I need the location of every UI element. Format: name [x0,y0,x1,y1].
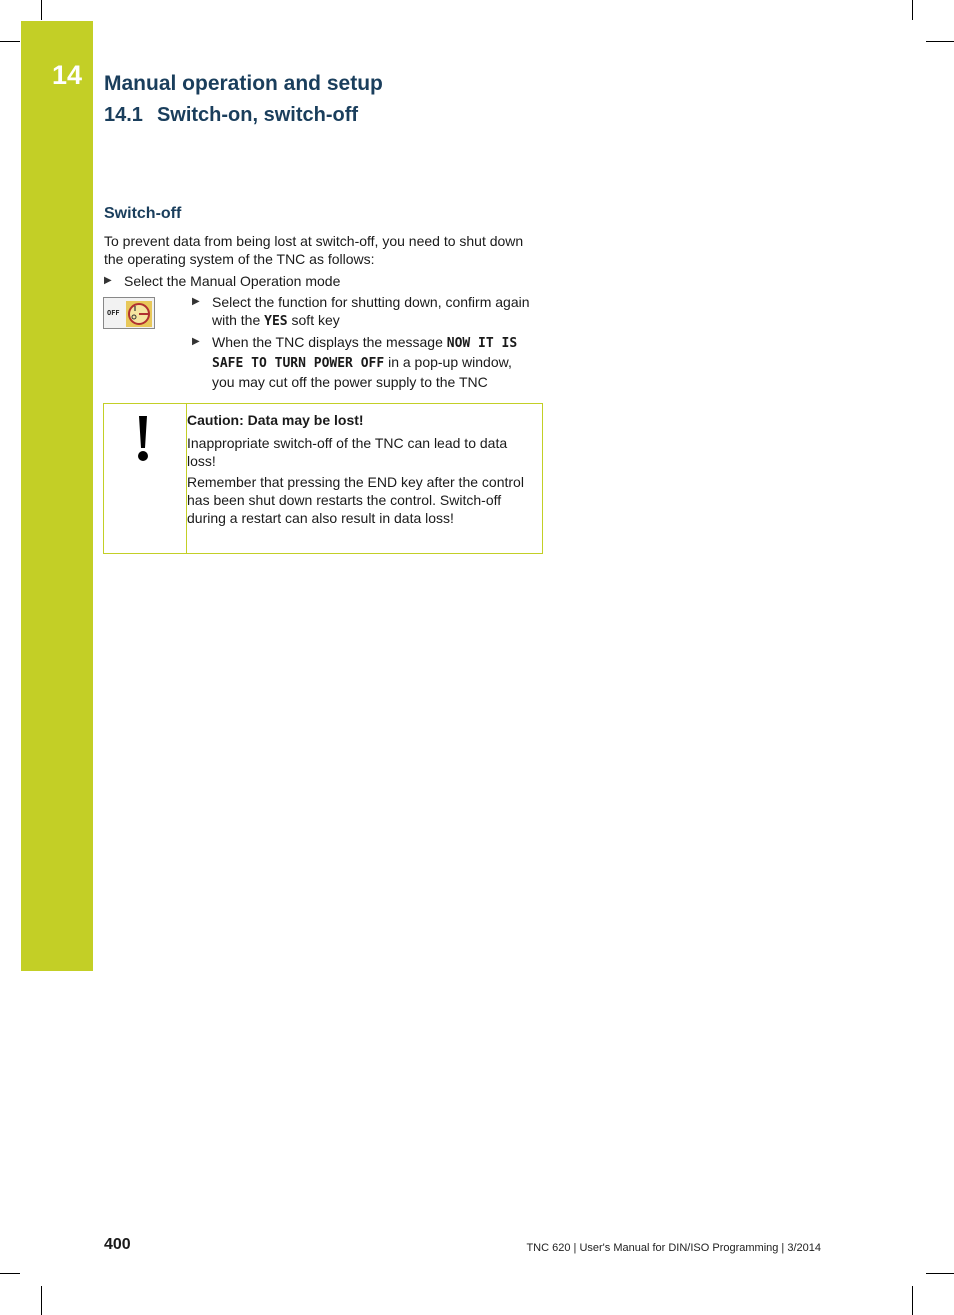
exclamation-icon [134,416,152,462]
crop-mark [41,1286,42,1315]
safe-message: NOW IT IS SAFE TO TURN POWER OFF [212,336,518,371]
subheading: Switch-off [104,205,182,222]
chapter-sidebar [21,21,93,971]
step-text-part: Select the function for shutting down, confirm again with the [212,294,530,328]
section-number: 14.1 [104,104,143,126]
softkey-label: OFF [107,309,120,317]
footer-text: TNC 620 | User's Manual for DIN/ISO Programming | 3/2014 [526,1242,821,1254]
off-softkey [103,297,155,329]
note-paragraph: Inappropriate switch-off of the TNC can lead to data loss! [187,435,508,469]
step-text [192,333,537,391]
crop-mark [0,1273,20,1274]
crop-mark [0,41,20,42]
bullet-arrow-icon: ▶ [192,296,200,307]
caution-note [103,403,543,554]
crop-mark [912,0,913,20]
power-off-icon [126,301,152,327]
step-cut-power [192,333,537,391]
crop-mark [926,1273,954,1274]
bullet-arrow-icon: ▶ [192,336,200,347]
bullet-arrow-icon: ▶ [104,275,112,286]
step-text: Select the Manual Operation mode [124,273,341,289]
chapter-title: Manual operation and setup [104,72,383,95]
crop-mark [926,41,954,42]
step-select-mode [104,272,534,290]
step-text [192,293,532,331]
chapter-number: 14 [52,60,83,90]
intro-paragraph: To prevent data from being lost at switch-off, you need to shut down the operating system of the TNC as follows: [104,233,524,267]
crop-mark [912,1286,913,1315]
yes-softkey-name: YES [264,314,288,329]
section-title [104,104,358,127]
crop-mark [41,0,42,20]
note-title: Caution: Data may be lost! [187,412,364,428]
note-paragraph: Remember that pressing the END key after the control has been shut down restarts the control. Switch-off during a restart can also result in data loss! [187,474,524,526]
step-text-part: soft key [287,312,340,328]
page-number: 400 [104,1236,131,1253]
section-name: Switch-on, switch-off [156,104,359,126]
step-text-part: When the TNC displays the message [212,334,447,350]
step-text-part: in a pop-up window, you may cut off the power supply to the TNC [212,354,512,390]
step-confirm-shutdown [192,293,532,331]
